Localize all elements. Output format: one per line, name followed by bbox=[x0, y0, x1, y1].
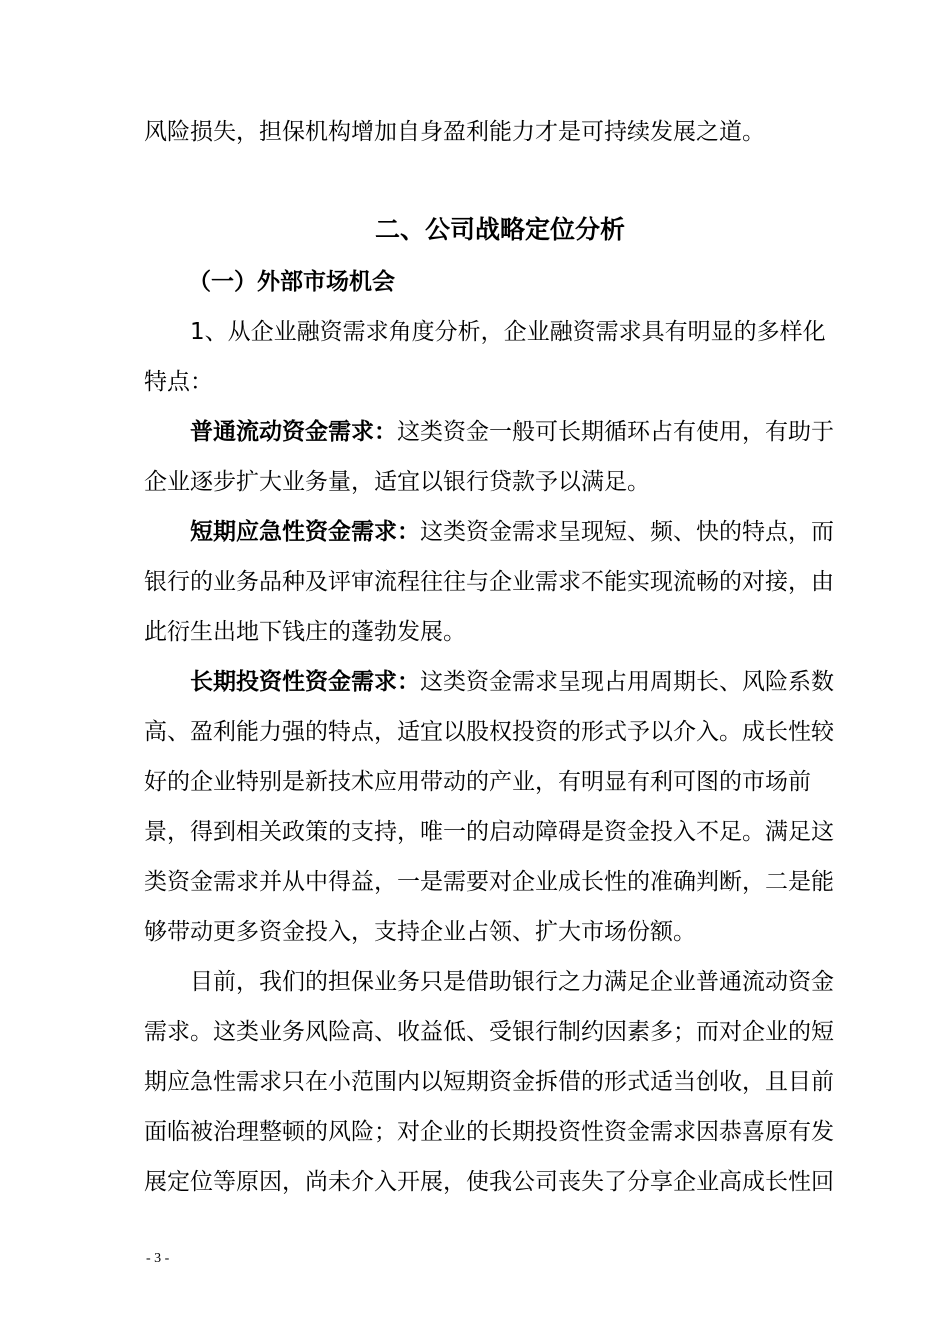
text-line: 期应急性需求只在小范围内以短期资金拆借的形式适当创收，且目前 bbox=[144, 1069, 834, 1095]
term-label: 普通流动资金需求： bbox=[190, 419, 397, 445]
text-span: 这类资金需求呈现占用周期长、风险系数 bbox=[420, 669, 834, 695]
paragraph-first-line bbox=[190, 412, 834, 452]
text-line: 企业逐步扩大业务量，适宜以银行贷款予以满足。 bbox=[144, 469, 650, 495]
text-line: 好的企业特别是新技术应用带动的产业，有明显有利可图的市场前 bbox=[144, 769, 811, 795]
text-line: 风险损失，担保机构增加自身盈利能力才是可持续发展之道。 bbox=[144, 119, 765, 145]
subsection-heading: （一）外部市场机会 bbox=[188, 269, 395, 295]
text-line: 特点： bbox=[144, 369, 213, 395]
paragraph-first-line bbox=[190, 512, 834, 552]
term-label: 长期投资性资金需求： bbox=[190, 669, 420, 695]
text-line: 此衍生出地下钱庄的蓬勃发展。 bbox=[144, 619, 466, 645]
text-line: 高、盈利能力强的特点，适宜以股权投资的形式予以介入。成长性较 bbox=[144, 719, 834, 745]
text-span: 这类资金需求呈现短、频、快的特点，而 bbox=[420, 519, 834, 545]
text-line: 银行的业务品种及评审流程往往与企业需求不能实现流畅的对接，由 bbox=[144, 569, 834, 595]
text-line: 1、从企业融资需求角度分析，企业融资需求具有明显的多样化 bbox=[190, 319, 826, 345]
text-line: 目前，我们的担保业务只是借助银行之力满足企业普通流动资金 bbox=[190, 969, 834, 995]
section-heading: 二、公司战略定位分析 bbox=[374, 215, 625, 244]
text-line: 景，得到相关政策的支持，唯一的启动障碍是资金投入不足。满足这 bbox=[144, 819, 834, 845]
text-line: 面临被治理整顿的风险；对企业的长期投资性资金需求因恭喜原有发 bbox=[144, 1119, 834, 1145]
text-line: 展定位等原因，尚未介入开展，使我公司丧失了分享企业高成长性回 bbox=[144, 1169, 834, 1195]
page-number: - 3 - bbox=[146, 1251, 170, 1266]
text-line: 类资金需求并从中得益，一是需要对企业成长性的准确判断，二是能 bbox=[144, 869, 834, 895]
paragraph-first-line bbox=[190, 662, 834, 702]
term-label: 短期应急性资金需求： bbox=[190, 519, 420, 545]
text-span: 这类资金一般可长期循环占有使用，有助于 bbox=[397, 419, 834, 445]
text-line: 够带动更多资金投入，支持企业占领、扩大市场份额。 bbox=[144, 919, 696, 945]
text-line: 需求。这类业务风险高、收益低、受银行制约因素多；而对企业的短 bbox=[144, 1019, 834, 1045]
